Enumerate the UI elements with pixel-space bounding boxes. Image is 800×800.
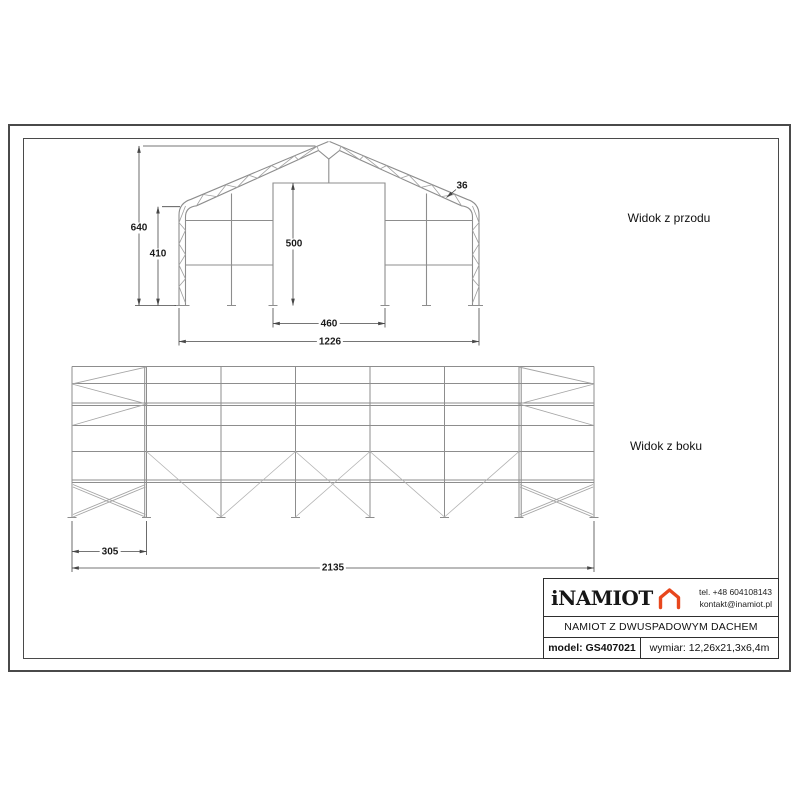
product-name: NAMIOT Z DWUSPADOWYM DACHEM [544,617,778,638]
tent-logo-icon [656,586,683,610]
side-view-label: Widok z boku [629,439,703,453]
dim-door-height: 500 [285,238,303,250]
dim-wall-height: 410 [149,248,167,260]
front-view-label: Widok z przodu [627,211,711,225]
dim-bay-width: 305 [101,546,119,558]
dim-door-width: 460 [320,318,338,330]
phone-number: tel. +48 604108143 [698,586,772,597]
logo-text: iNAMIOT [551,585,653,610]
title-block-header-row [544,579,778,617]
email-address: kontakt@inamiot.pl [699,598,772,609]
dim-total-width: 1226 [318,336,342,348]
logo [544,585,699,610]
front-view-linework [175,142,484,306]
model-number: model: GS407021 [544,638,641,658]
front-view-dimensions [135,146,479,346]
overall-dimensions: wymiar: 12,26x21,3x6,4m [649,642,770,654]
dim-total-length: 2135 [321,562,345,574]
contact-info [699,586,778,610]
side-view-linework [68,367,599,518]
side-view-bracing [72,367,594,517]
dim-total-height: 640 [130,222,148,234]
dim-truss-depth: 36 [456,180,468,192]
title-block-spec-row [544,638,778,658]
title-block [543,578,779,659]
